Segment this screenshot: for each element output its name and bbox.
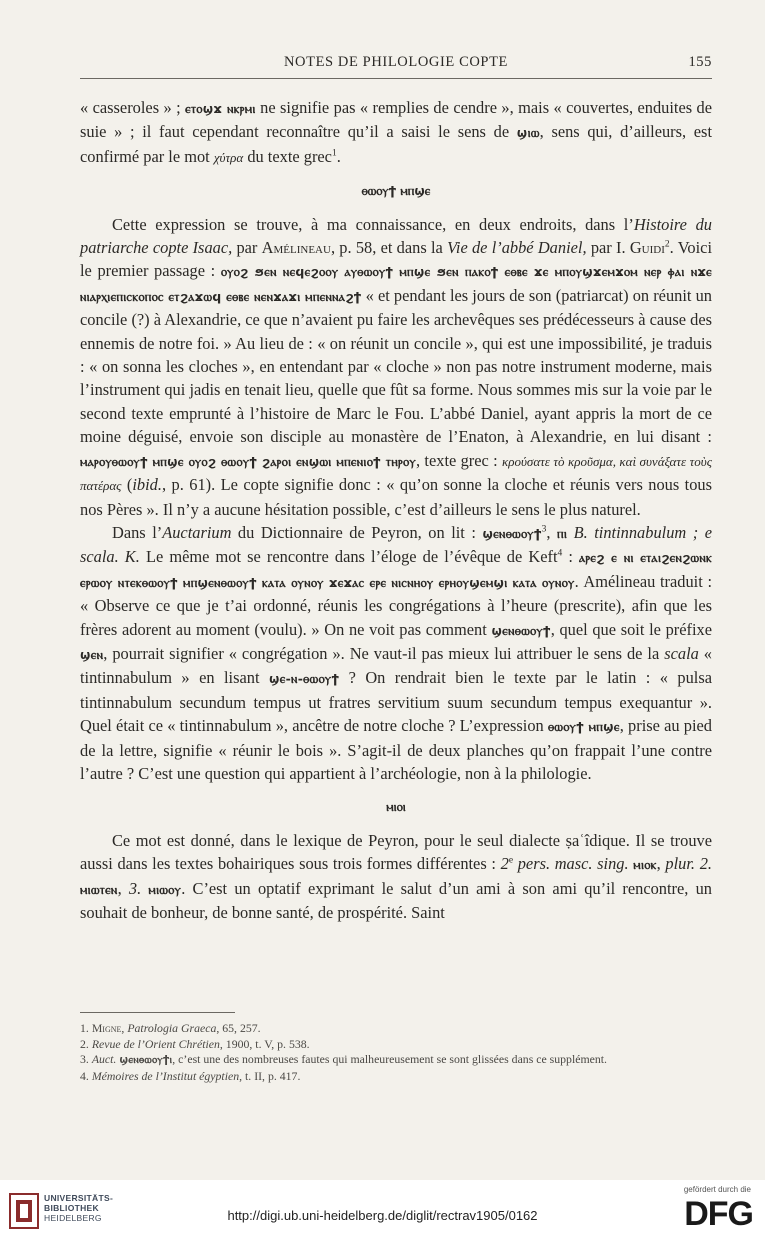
page-number: 155 <box>688 54 712 70</box>
body-text <box>80 96 712 924</box>
running-title: NOTES DE PHILOLOGIE COPTE <box>283 54 509 70</box>
paragraph-2: Cette expression se trouve, à ma connaissance, en deux endroits, dans l’Histoire du patriarche copte Isaac, par Amélineau, p. 58, et dans la Vie de l’abbé Daniel, par I. Guidi$^2$. Voici le premier passage : ⲟⲩⲟϩ ϧⲉⲛ ⲛⲉϥⲉϩⲟⲟⲩ ⲁⲩⲑⲱⲟⲩϯ ⲙⲡϣⲉ ϧⲉⲛ ⲡⲁⲕⲟϯ ⲉⲑⲃⲉ ϫⲉ ⲙⲡⲟⲩϣϫⲉⲙϫⲟⲙ ⲛⲉⲣ ⲫⲁⲓ ⲛϫⲉ ⲛⲓⲁⲣⲭⲓⲉⲡⲓⲥⲕⲟⲡⲟⲥ ⲉⲧϩⲁϫⲱϥ ⲉⲑⲃⲉ ⲛⲉⲛϫⲁϫⲓ ⲙⲡⲉⲛⲛⲁϩϯ « et pendant les jours de son (patriarcat) on réunit un concile (?) à Alexandrie, ce que n’avaient pu faire les archevêques ses prédécesseurs à cause des ennemis de notre foi. » Au lieu de : « on réunit un concile », qui est une impossibilité, je traduis : « on sonna les cloches », en entendant par « cloche » non pas notre instrument moderne, mais l’instrument qui jadis en tenait lieu, quelle que fût sa forme. Nous sommes mis sur la voie par le second texte emprunté à l’histoire de Marc le Fou. L’abbé Daniel, ayant appris la mort de ce moine déguisé, envoie son disciple au monastère de l’Enaton, à Alexandrie, en lui disant : ⲙⲁⲣⲟⲩⲑⲱⲟⲩϯ ⲙⲡϣⲉ ⲟⲩⲟϩ ⲑⲱⲟⲩϯ ϩⲁⲣⲟⲓ ⲉⲛϣⲱⲓ ⲙⲡⲉⲛⲓⲟϯ ⲧⲏⲣⲟⲩ, texte grec : κρούσατε τὸ κροῦσμα, καὶ συνάξατε τοὺς πατέρας (ibid., p. 61). Le copte signifie donc : « qu’on sonne la cloche et réunis vers nous tous nos Pères ». Il n’y a aucune hésitation possible, c’est d’ailleurs le sens le plus naturel. <box>80 214 713 519</box>
source-url-link[interactable]: http://digi.ub.uni-heidelberg.de/diglit/rectrav1905/0162 <box>227 1208 538 1223</box>
footnote-3: 3. Auct. ϣⲉⲛⲑⲱⲟⲩϯⲓ, c’est une des nombreuses fautes qui malheureusement se sont glissées dans ce supplément. <box>80 1052 607 1066</box>
running-header <box>80 54 712 76</box>
footnote-rule <box>80 1012 235 1013</box>
section-heading-mioi: ⲙⲓⲟⲓ <box>386 799 406 815</box>
funded-by-label: gefördert durch die <box>683 1185 751 1194</box>
header-rule <box>80 78 712 79</box>
paragraph-1: « casseroles » ; ⲉⲧⲟϣϫ ⲛⲕⲣⲙⲓ ne signifie pas « remplies de cendre », mais « couvertes, enduites de suie » ; il faut cependant reconnaître qu’il a saisi le sens de ϣⲓⲱ, sens qui, d’ailleurs, est confirmé par le mot χύτρα du texte grec$^1$. <box>80 98 713 166</box>
dfg-logo: DFG <box>684 1195 753 1233</box>
footnote-4: 4. Mémoires de l’Institut égyptien, t. II, p. 417. <box>80 1068 301 1083</box>
paragraph-3: Dans l’Auctarium du Dictionnaire de Peyron, on lit : ϣⲉⲛⲑⲱⲟⲩϯ$^3$, ⲡⲓ B. tintinnabulum ; e scala. K. Le même mot se rencontre dans l’éloge de l’évêque de Keft$^4$ : ⲁⲣⲉϩ ⲉ ⲛⲓ ⲉⲧⲁⲓϩⲉⲛϩⲱⲛⲕ ⲉⲣⲱⲟⲩ ⲛⲧⲉⲕⲑⲱⲟⲩϯ ⲙⲡϣⲉⲛⲑⲱⲟⲩϯ ⲕⲁⲧⲁ ⲟⲩⲛⲟⲩ ϫⲉϫⲁⲥ ⲉⲣⲉ ⲛⲓⲥⲛⲏⲟⲩ ⲉⲣⲏⲟⲩϣⲉⲙϣⲓ ⲕⲁⲧⲁ ⲟⲩⲛⲟⲩ. Amélineau traduit : « Observe ce que je t’ai ordonné, réunis les congrégations à l’heure (prescrite), afin que les frères adorent au moment (voulu). » On ne voit pas comment ϣⲉⲛⲑⲱⲟⲩϯ, quel que soit le préfixe ϣⲉⲛ, pourrait signifier « congrégation ». Ne vaut-il pas mieux lui attribuer le sens de la scala « tintinnabulum » en lisant ϣⲉ-ⲛ-ⲑⲱⲟⲩϯ ? On rendrait bien le texte par le latin : « pulsa tintinnabulum secundum tempus ut fratres servitium suum secundum tempus exequantur ». Quel était ce « tintinnabulum », ancêtre de notre cloche ? L’expression ⲑⲱⲟⲩϯ ⲙⲡϣⲉ, prise au pied de la lettre, signifie « réunir le bois ». S’agit-il de deux planches qu’on frappait l’une contre l’autre ? C’est une question qui appartient à l’archéologie, non à la philologie. <box>80 522 712 783</box>
section-heading-thoouti-mpshe: ⲑⲱⲟⲩϯ ⲙⲡϣⲉ <box>361 183 431 199</box>
footnote-1: 1. Migne, Patrologia Graeca, 65, 257. <box>80 1021 261 1035</box>
footnotes <box>80 1021 712 1084</box>
library-name: UNIVERSITÄTS- BIBLIOTHEK HEIDELBERG <box>44 1193 114 1223</box>
paragraph-4: Ce mot est donné, dans le lexique de Peyron, pour le seul dialecte ṣaʿîdique. Il se trouve aussi dans les textes bohairiques sous trois formes différentes : 2e pers. masc. sing. ⲙⲓⲟⲕ, plur. 2. ⲙⲓⲱⲧⲉⲛ, 3. ⲙⲓⲱⲟⲩ. C’est un optatif exprimant le salut d’un ami à son ami qu’il rencontre, un souhait de bonheur, de bonne santé, de prospérité. Saint <box>80 830 712 922</box>
footnote-2: 2. Revue de l’Orient Chrétien, 1900, t. V, p. 538. <box>80 1036 310 1051</box>
digitization-footer <box>0 1180 765 1242</box>
